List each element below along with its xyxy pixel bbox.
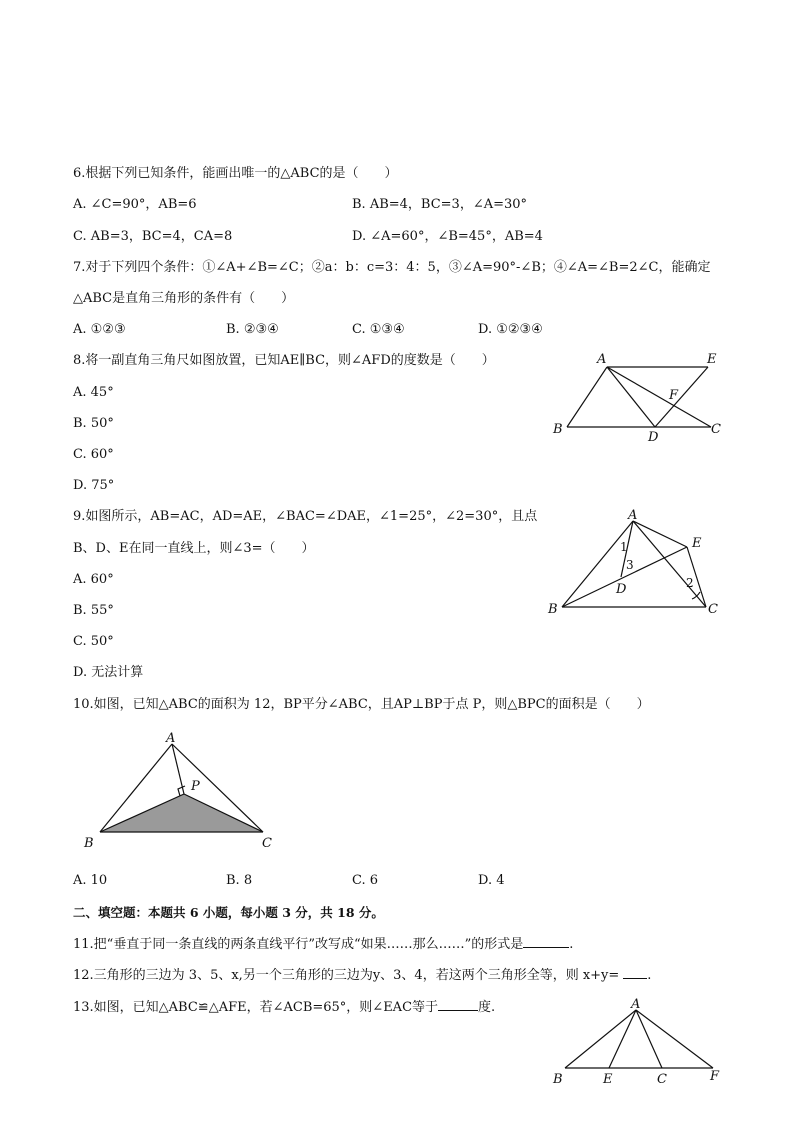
q7-stem-line2: △ABC是直角三角形的条件有（ ） <box>73 291 295 306</box>
q9-label-1: 1 <box>620 540 628 554</box>
q8-label-e: E <box>707 352 717 367</box>
q7-option-d: D. ①②③④ <box>478 322 543 337</box>
q6-option-a: A. ∠C=90°，AB=6 <box>73 197 197 212</box>
q12-answer-blank <box>623 966 647 979</box>
q8-option-d: D. 75° <box>73 478 115 493</box>
q9-label-b: B <box>548 602 558 617</box>
q9-label-d: D <box>616 582 627 597</box>
q13-label-a: A <box>631 997 641 1012</box>
q8-stem: 8.将一副直角三角尺如图放置，已知AE∥BC，则∠AFD的度数是（ ） <box>73 353 495 368</box>
q8-label-b: B <box>553 422 563 437</box>
q10-option-c: C. 6 <box>352 873 379 888</box>
q9-label-c: C <box>708 602 718 617</box>
q7-option-c: C. ①③④ <box>352 322 405 337</box>
q8-label-f: F <box>669 388 679 403</box>
q8-label-c: C <box>711 422 721 437</box>
q9-label-a: A <box>628 508 638 523</box>
q9-label-3: 3 <box>626 558 634 572</box>
q10-label-p: P <box>191 779 200 794</box>
q7-stem-line1: 7.对于下列四个条件：①∠A+∠B=∠C；②a：b：c=3：4：5，③∠A=90°-∠B；④∠A=∠B=2∠C，能确定 <box>73 260 711 275</box>
q7-option-b: B. ②③④ <box>226 322 279 337</box>
q8-figure <box>545 345 735 445</box>
q10-label-c: C <box>262 836 272 851</box>
q6-stem: 6.根据下列已知条件，能画出唯一的△ABC的是（ ） <box>73 166 398 181</box>
q8-label-d: D <box>648 430 659 445</box>
q9-label-e: E <box>692 536 702 551</box>
q9-option-d: D. 无法计算 <box>73 665 144 680</box>
q10-option-b: B. 8 <box>226 873 253 888</box>
q7-option-a: A. ①②③ <box>73 322 126 337</box>
q10-stem: 10.如图，已知△ABC的面积为 12，BP平分∠ABC，且AP⊥BP于点 P，则△BPC的面积是（ ） <box>73 697 650 712</box>
q9-stem-line1: 9.如图所示，AB=AC，AD=AE，∠BAC=∠DAE，∠1=25°，∠2=30°，且点 <box>73 509 538 524</box>
q11-answer-blank <box>523 935 569 948</box>
section2-heading: 二、填空题：本题共 6 小题，每小题 3 分，共 18 分。 <box>73 905 384 920</box>
q8-option-a: A. 45° <box>73 385 114 400</box>
q12-tail: . <box>647 968 652 983</box>
q10-option-d: D. 4 <box>478 873 505 888</box>
q13-label-b: B <box>553 1072 563 1087</box>
q13-label-e: E <box>603 1072 613 1087</box>
q8-option-b: B. 50° <box>73 416 114 431</box>
q6-option-d: D. ∠A=60°，∠B=45°，AB=4 <box>352 229 543 244</box>
q13-line <box>73 998 495 1017</box>
q13-label-f: F <box>710 1069 720 1084</box>
q11-line <box>73 935 573 954</box>
q9-stem-line2: B、D、E在同一直线上，则∠3=（ ） <box>73 541 315 556</box>
q13-label-c: C <box>657 1072 667 1087</box>
q10-figure <box>78 728 288 856</box>
q6-option-b: B. AB=4，BC=3，∠A=30° <box>352 197 528 212</box>
q10-label-a: A <box>166 731 176 746</box>
q13-answer-blank <box>438 998 478 1011</box>
q8-label-a: A <box>597 352 607 367</box>
q9-option-b: B. 55° <box>73 603 114 618</box>
q12-text: 12.三角形的三边为 3、5、x,另一个三角形的三边为y、3、4，若这两个三角形全等，则 x+y= <box>73 968 620 983</box>
q9-label-2: 2 <box>686 576 694 590</box>
q9-figure <box>540 505 730 620</box>
q11-text: 11.把“垂直于同一条直线的两条直线平行”改写成“如果……那么……”的形式是 <box>73 937 524 952</box>
q6-option-c: C. AB=3，BC=4，CA=8 <box>73 229 233 244</box>
q11-tail: . <box>569 937 574 952</box>
q13-figure <box>545 993 730 1088</box>
q12-line <box>73 966 651 985</box>
q10-label-b: B <box>84 836 94 851</box>
q9-option-a: A. 60° <box>73 572 114 587</box>
q10-option-a: A. 10 <box>73 873 108 888</box>
q13-text: 13.如图，已知△ABC≌△AFE，若∠ACB=65°，则∠EAC等于 <box>73 1000 439 1015</box>
q13-tail: 度. <box>478 1000 496 1015</box>
q8-option-c: C. 60° <box>73 447 114 462</box>
q9-option-c: C. 50° <box>73 634 114 649</box>
